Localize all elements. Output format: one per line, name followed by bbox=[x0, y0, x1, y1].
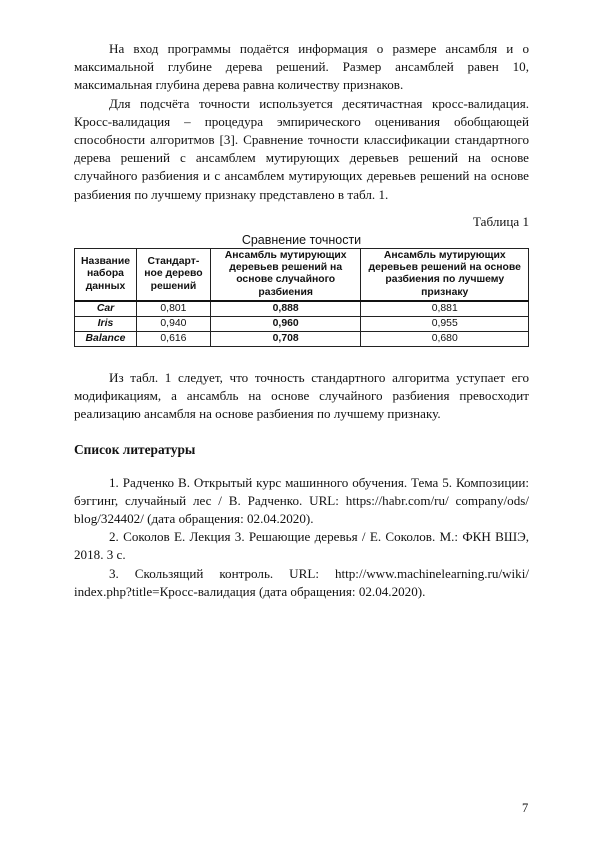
references-list bbox=[74, 474, 529, 601]
dataset-name-cell: Balance bbox=[75, 331, 137, 346]
standard-tree-value: 0,801 bbox=[136, 301, 210, 317]
conclusion-paragraph: Из табл. 1 следует, что точность стандартного алгоритма уступает его модификациям, а ансамбль на основе случайного разбиения превосходит реализацию ансамбля на основе разбиения по лучшему признаку. bbox=[74, 369, 529, 422]
table-header-row bbox=[75, 249, 529, 301]
header-dataset: Название набора данных bbox=[75, 249, 137, 301]
header-best-split-ensemble: Ансамбль мутирующих деревьев решений на основе разбиения по лучшему признаку bbox=[361, 249, 529, 301]
reference-item: 2. Соколов Е. Лекция 3. Решающие деревья / Е. Соколов. М.: ФКН ВШЭ, 2018. 3 с. bbox=[74, 529, 529, 563]
body-paragraph-2: Для подсчёта точности используется десятичастная кросс-валидация. Кросс-валидация – процедура эмпирического оценивания обобщающей способности алгоритмов [3]. Сравнение точности классификации стандартного дерева решений с ансамблем мутирующих деревьев решений на основе случайного разбиения и с ансамблем мутирующих деревьев решений на основе разбиения по лучшему признаку представлено в табл. 1. bbox=[74, 95, 529, 202]
header-random-split-ensemble: Ансамбль мутирующих деревьев решений на основе случайного разбиения bbox=[210, 249, 361, 301]
best-split-value: 0,680 bbox=[361, 331, 529, 346]
header-standard-tree: Стандарт-ное дерево решений bbox=[136, 249, 210, 301]
references-heading: Список литературы bbox=[74, 442, 196, 458]
random-split-value: 0,888 bbox=[210, 301, 361, 317]
table-caption: Сравнение точности bbox=[241, 233, 362, 248]
table-row bbox=[75, 301, 529, 317]
page-number: 7 bbox=[522, 801, 529, 815]
table-row bbox=[75, 316, 529, 331]
body-paragraph-1: На вход программы подаётся информация о размере ансамбля и о максимальной глубине дерева решений. Размер ансамблей равен 10, максимальная глубина дерева равна количеству признаков. bbox=[74, 41, 529, 93]
table-row bbox=[75, 331, 529, 346]
reference-item: 1. Радченко В. Открытый курс машинного обучения. Тема 5. Композиции: бэггинг, случайный лес / В. Радченко. URL: https://habr.com/ru/ company/ods/ blog/324402/ (дата обращения: 02.04.2020). bbox=[74, 474, 529, 527]
reference-item: 3. Скользящий контроль. URL: http://www.machinelearning.ru/wiki/ index.php?title=Кросс-валидация (дата обращения: 02.04.2020). bbox=[74, 565, 529, 599]
random-split-value: 0,960 bbox=[210, 316, 361, 331]
random-split-value: 0,708 bbox=[210, 331, 361, 346]
standard-tree-value: 0,940 bbox=[136, 316, 210, 331]
standard-tree-value: 0,616 bbox=[136, 331, 210, 346]
best-split-value: 0,955 bbox=[361, 316, 529, 331]
accuracy-comparison-table bbox=[74, 248, 529, 347]
page-content bbox=[74, 40, 529, 601]
dataset-name-cell: Iris bbox=[75, 316, 137, 331]
table-label: Таблица 1 bbox=[473, 213, 529, 229]
best-split-value: 0,881 bbox=[361, 301, 529, 317]
dataset-name-cell: Car bbox=[75, 301, 137, 317]
